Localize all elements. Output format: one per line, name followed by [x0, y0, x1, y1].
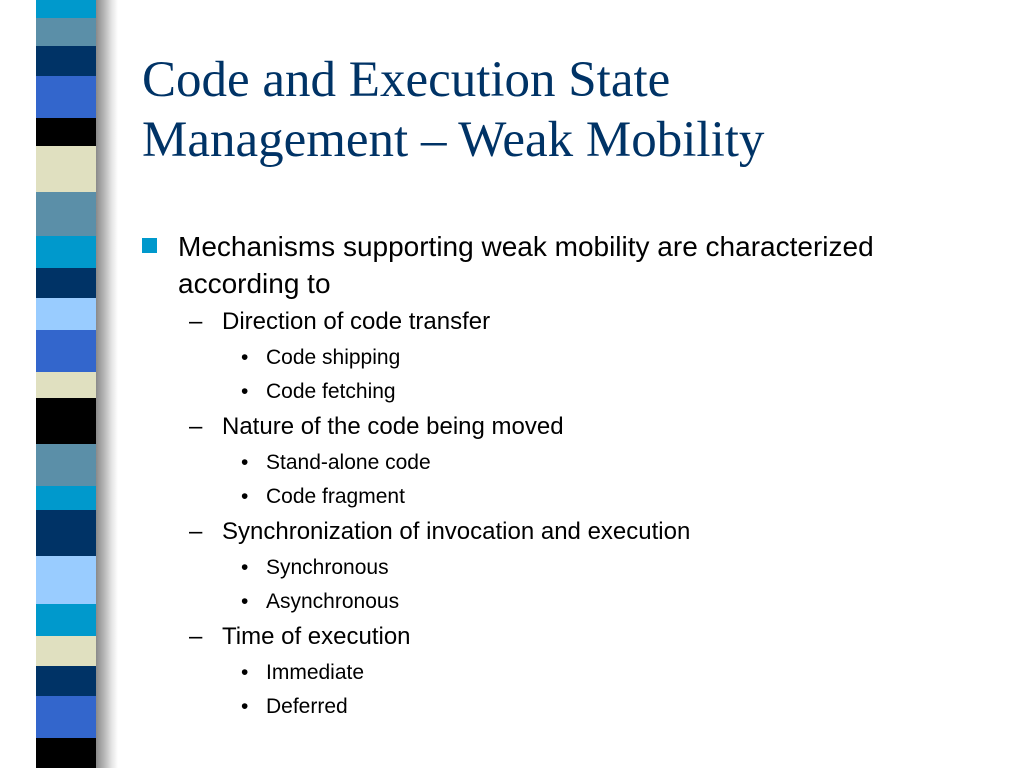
title-line-1: Code and Execution State: [142, 52, 671, 108]
dot-bullet-icon: •: [241, 661, 249, 684]
list-item: Stand-alone code: [266, 451, 431, 474]
subitem-label: Time of execution: [222, 623, 411, 650]
list-item: Code shipping: [266, 346, 401, 369]
dash-bullet-icon: –: [189, 518, 203, 545]
list-item: Synchronous: [266, 556, 389, 579]
dash-bullet-icon: –: [189, 413, 203, 440]
square-bullet-icon: [142, 238, 157, 253]
subitem-label: Nature of the code being moved: [222, 413, 564, 440]
main-bullet-text: Mechanisms supporting weak mobility are characterized according to: [178, 231, 874, 299]
list-item: Deferred: [266, 695, 348, 718]
list-item: Code fragment: [266, 485, 405, 508]
list-item: Code fetching: [266, 380, 396, 403]
subitem-label: Synchronization of invocation and execution: [222, 518, 691, 545]
dot-bullet-icon: •: [241, 346, 249, 369]
list-item: Asynchronous: [266, 590, 400, 613]
dot-bullet-icon: •: [241, 485, 249, 508]
title-line-2: Management – Weak Mobility: [142, 112, 765, 168]
dot-bullet-icon: •: [241, 695, 249, 718]
dash-bullet-icon: –: [189, 623, 203, 650]
subitem-label: Direction of code transfer: [222, 308, 491, 335]
dot-bullet-icon: •: [241, 590, 249, 613]
dot-bullet-icon: •: [241, 380, 249, 403]
list-item: Immediate: [266, 661, 365, 684]
dot-bullet-icon: •: [241, 451, 249, 474]
dash-bullet-icon: –: [189, 308, 203, 335]
dot-bullet-icon: •: [241, 556, 249, 579]
